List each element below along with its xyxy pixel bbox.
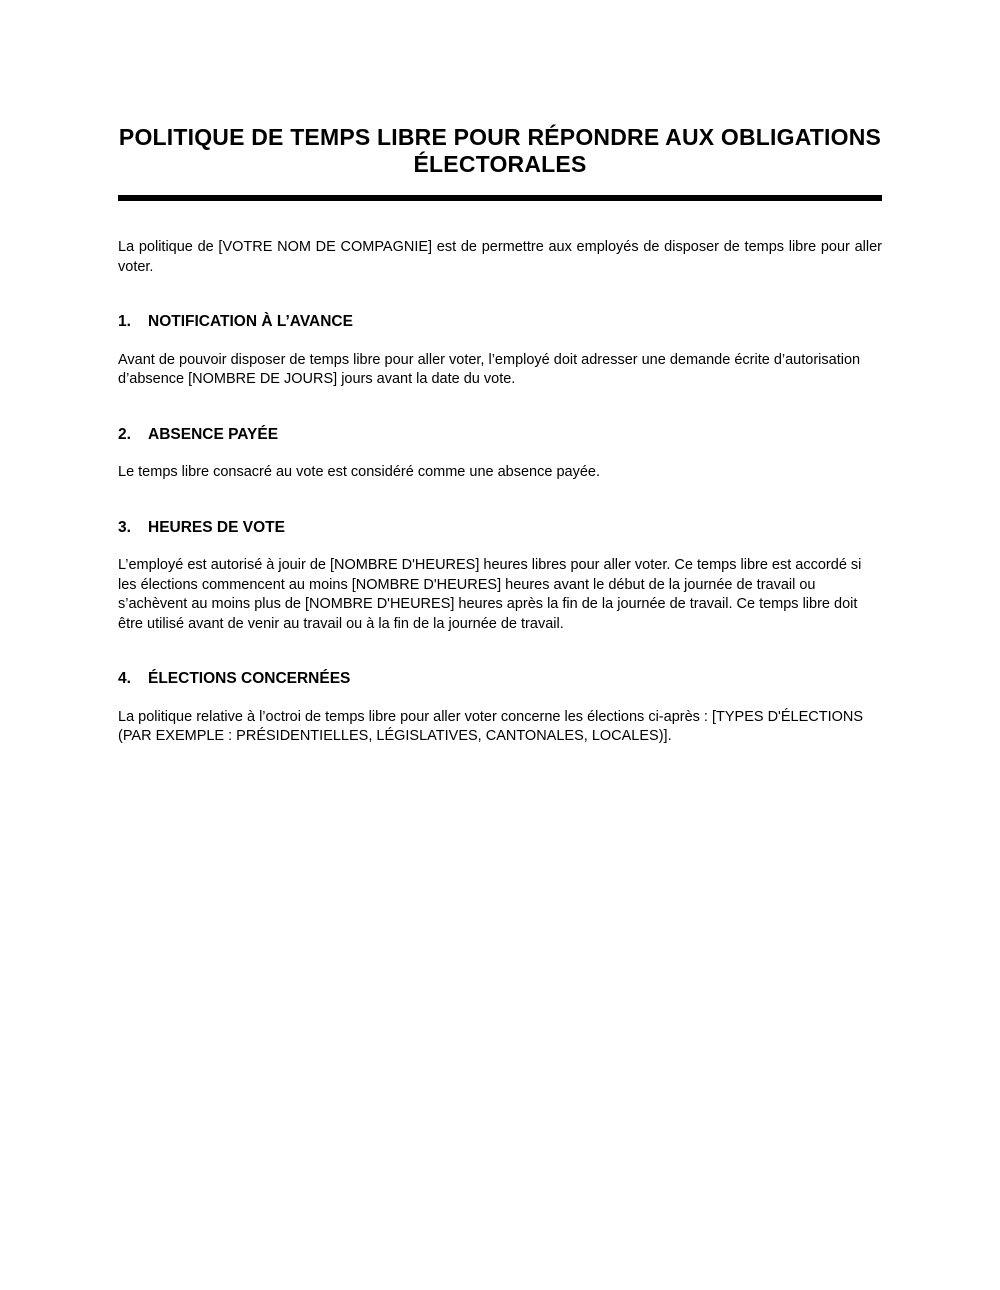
section-title: NOTIFICATION À L’AVANCE <box>148 313 353 331</box>
document-title <box>118 124 882 178</box>
section-absence-payee <box>118 425 882 483</box>
document-title-line-2: ÉLECTORALES <box>413 151 587 178</box>
section-heading <box>118 669 882 689</box>
section-notification <box>118 312 882 390</box>
section-title: HEURES DE VOTE <box>148 518 285 536</box>
section-elections-concernees <box>118 669 882 747</box>
section-number: 2. <box>118 425 131 443</box>
section-number: 3. <box>118 518 131 536</box>
section-body: L’employé est autorisé à jouir de [NOMBRE D'HEURES] heures libres pour aller voter. Ce temps libre est accordé si les élections commencent au moins [NOMBRE D'HEURES] heures avant le début de la journée de travail ou s’achèvent au moins plus de [NOMBRE D'HEURES] heures après la fin de la journée de travail. Ce temps libre doit être utilisé avant de venir au travail ou à la fin de la journée de travail. <box>118 557 862 632</box>
section-title: ÉLECTIONS CONCERNÉES <box>148 670 351 688</box>
section-heading <box>118 518 882 538</box>
section-number: 1. <box>118 313 131 331</box>
document-title-line-1: POLITIQUE DE TEMPS LIBRE POUR RÉPONDRE AUX OBLIGATIONS <box>118 124 882 151</box>
section-body: La politique relative à l’octroi de temps libre pour aller voter concerne les élections ci-après : [TYPES D'ÉLECTIONS (PAR EXEMPLE : PRÉSIDENTIELLES, LÉGISLATIVES, CANTONALES, LOCALES)]. <box>118 708 864 745</box>
section-heures-de-vote <box>118 518 882 635</box>
section-number: 4. <box>118 670 131 688</box>
intro-paragraph: La politique de [VOTRE NOM DE COMPAGNIE] est de permettre aux employés de disposer de temps libre pour aller voter. <box>118 239 882 275</box>
section-heading <box>118 312 882 332</box>
title-divider-rule <box>118 195 882 201</box>
section-body: Avant de pouvoir disposer de temps libre pour aller voter, l’employé doit adresser une demande écrite d’autorisation d’absence [NOMBRE DE JOURS] jours avant la date du vote. <box>118 351 861 388</box>
section-title: ABSENCE PAYÉE <box>148 425 279 443</box>
section-body: Le temps libre consacré au vote est considéré comme une absence payée. <box>118 464 600 481</box>
section-heading <box>118 425 882 445</box>
